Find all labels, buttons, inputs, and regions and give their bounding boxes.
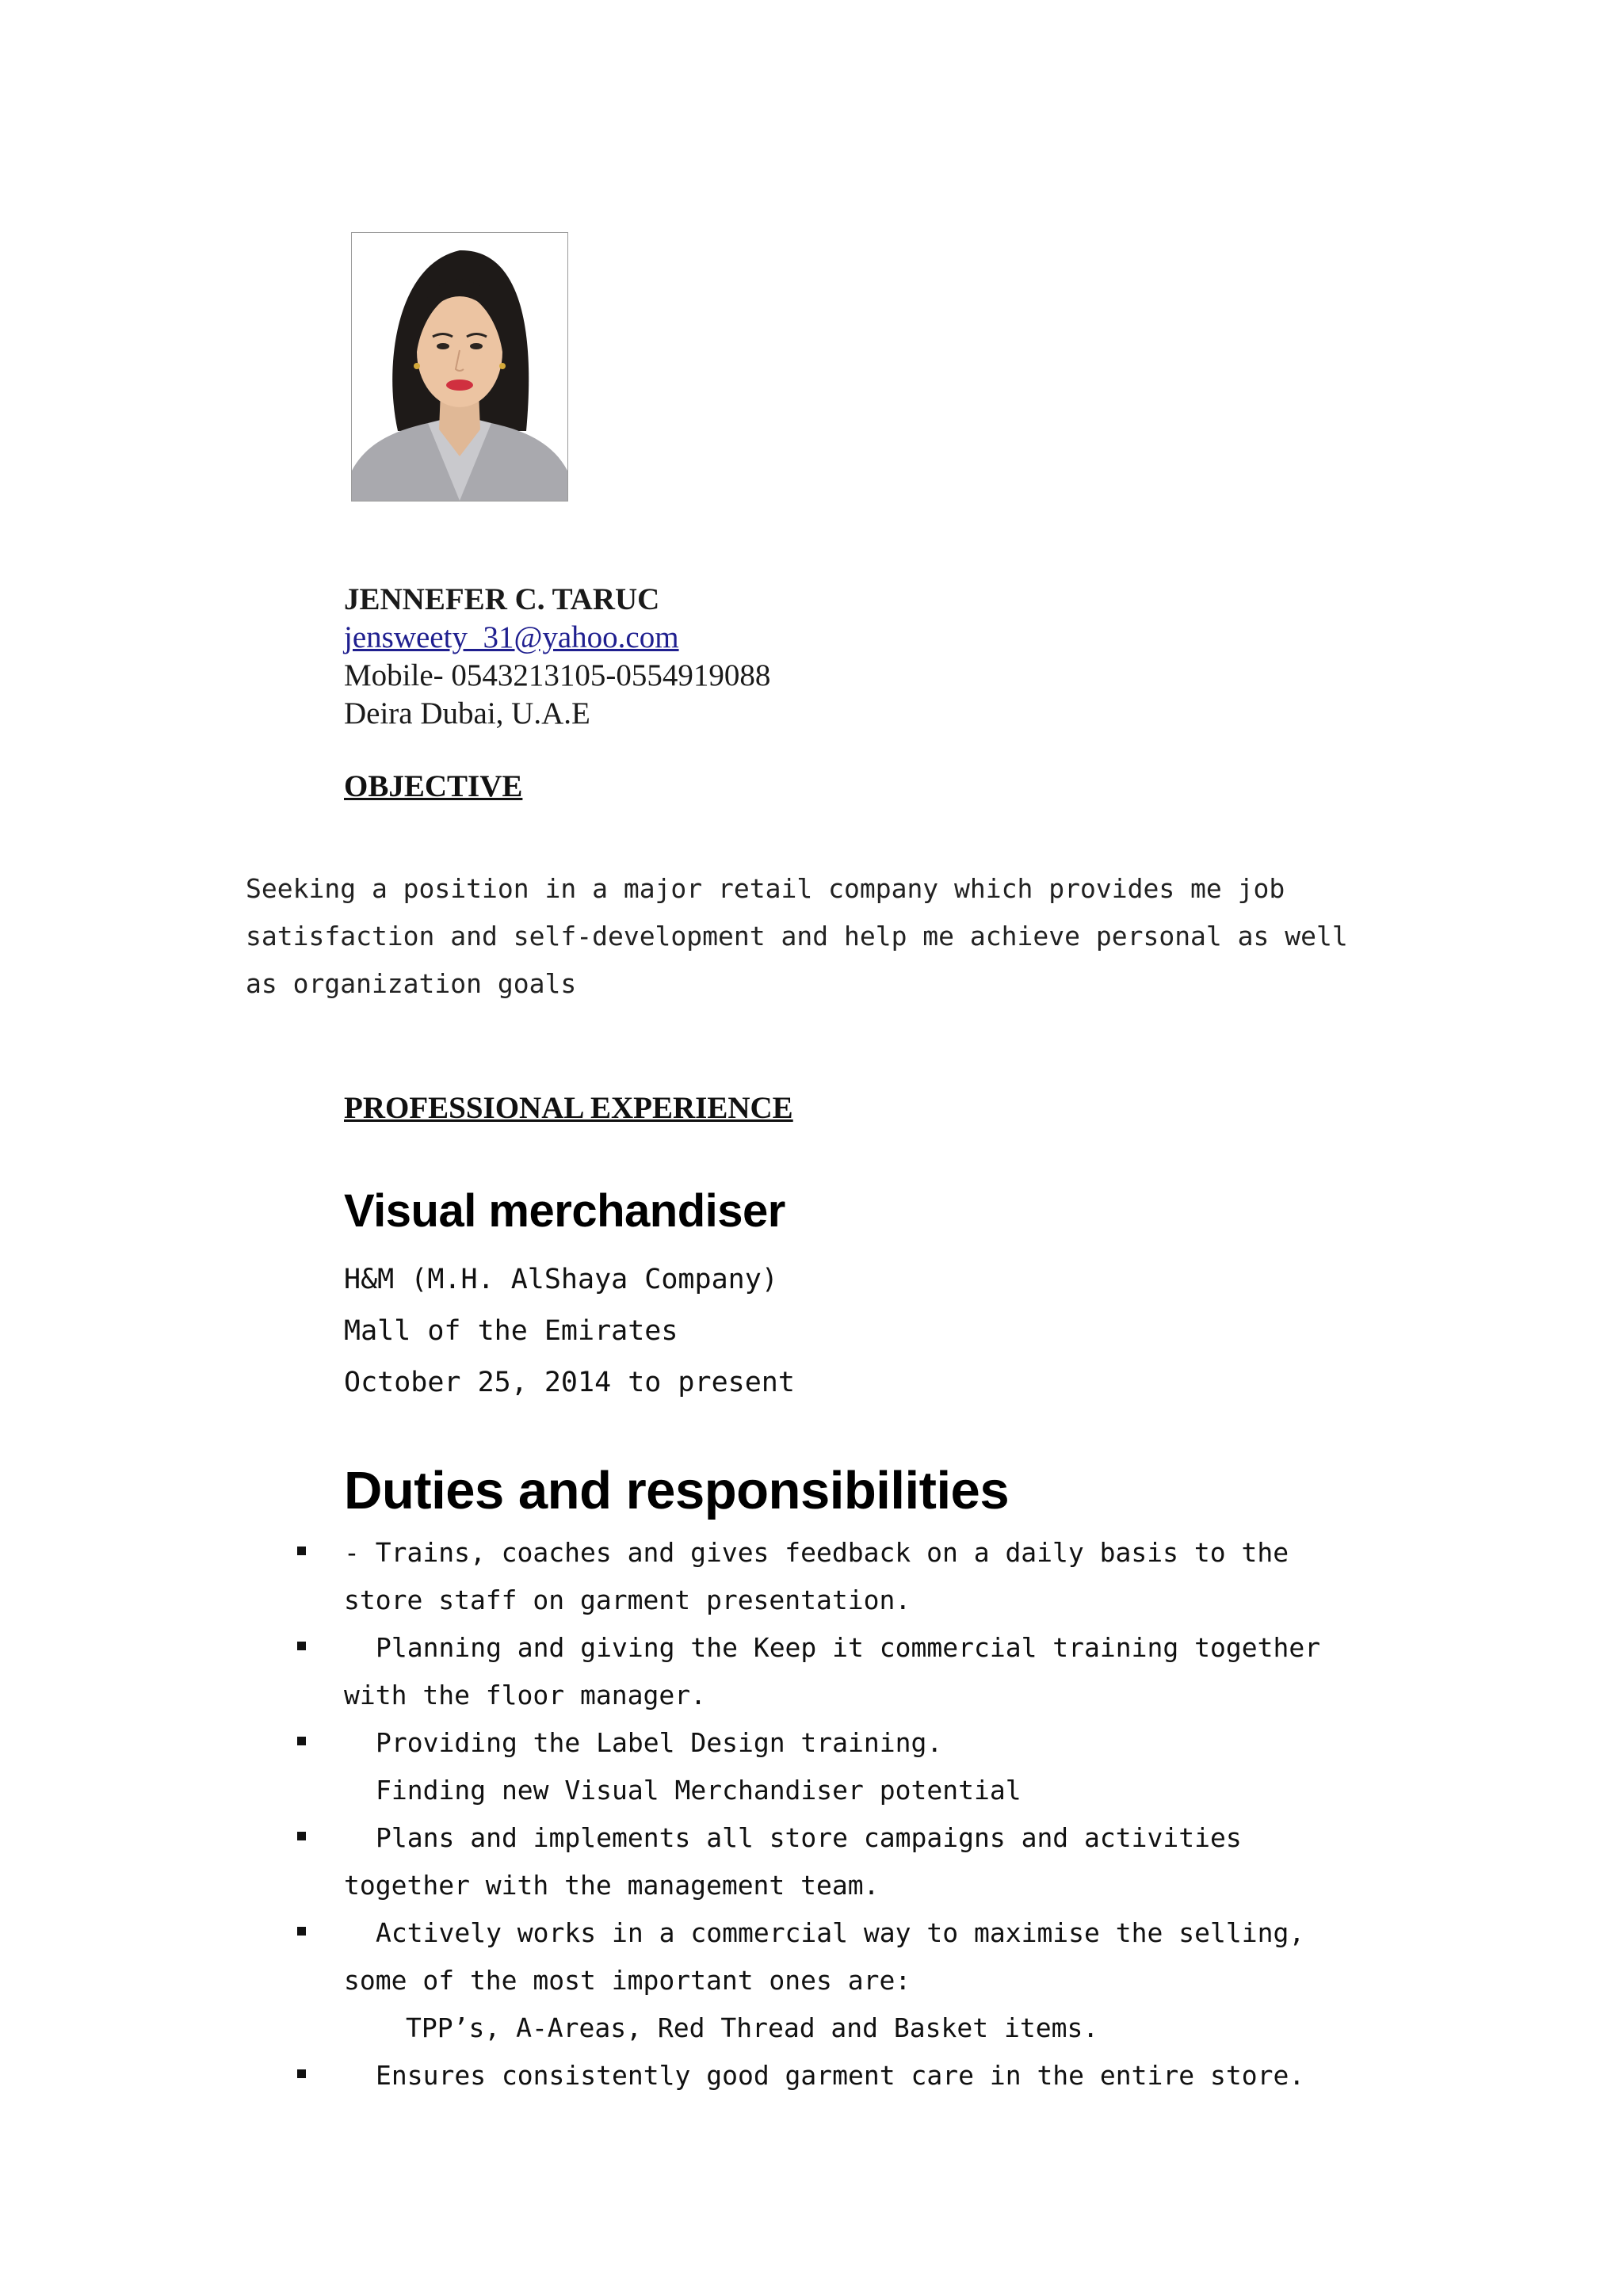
email-link[interactable]: jensweety_31@yahoo.com: [344, 620, 679, 654]
list-item: [292, 1529, 1401, 1624]
job-details: [344, 1254, 795, 1409]
candidate-name: JENNEFER C. TARUC: [344, 582, 660, 616]
duty-line: store staff on garment presentation.: [344, 1585, 911, 1615]
duty-line: some of the most important ones are:: [344, 1965, 911, 1996]
job-company: H&M (M.H. AlShaya Company): [344, 1264, 778, 1295]
objective-text: Seeking a position in a major retail company which provides me job satisfaction and self-development and help me achieve personal as well as organization goals: [246, 873, 1348, 999]
duty-line: with the floor manager.: [344, 1680, 706, 1711]
duty-line: together with the management team.: [344, 1870, 880, 1901]
duty-line: Providing the Label Design training.: [376, 1727, 943, 1758]
duty-line: - Trains, coaches and gives feedback on a daily basis to the: [344, 1537, 1289, 1568]
list-item: [292, 1909, 1401, 2052]
candidate-location: Deira Dubai, U.A.E: [344, 696, 590, 730]
experience-heading: PROFESSIONAL EXPERIENCE: [344, 1091, 793, 1125]
list-item: [292, 1719, 1401, 1814]
profile-photo: [351, 232, 568, 502]
duties-heading: Duties and responsibilities: [344, 1461, 1010, 1520]
duty-line: Plans and implements all store campaigns and activities: [376, 1822, 1242, 1853]
duty-line: TPP’s, A-Areas, Red Thread and Basket items.: [406, 2012, 1099, 2043]
bullet-icon: [297, 1737, 306, 1745]
contact-block: [344, 581, 770, 733]
duty-line: Ensures consistently good garment care in the entire store.: [376, 2060, 1305, 2091]
duty-line: Planning and giving the Keep it commercial training together: [376, 1632, 1321, 1663]
bullet-icon: [297, 2069, 306, 2078]
duty-line: Finding new Visual Merchandiser potential: [376, 1775, 1022, 1806]
bullet-icon: [297, 1547, 306, 1555]
portrait-illustration: [352, 233, 567, 501]
list-item: [292, 1814, 1401, 1909]
duty-line: Actively works in a commercial way to maximise the selling,: [376, 1917, 1305, 1948]
bullet-icon: [297, 1832, 306, 1840]
objective-heading: OBJECTIVE: [344, 769, 523, 803]
bullet-icon: [297, 1927, 306, 1936]
list-item: [292, 1624, 1401, 1719]
mobile-number: Mobile- 0543213105-0554919088: [344, 658, 771, 692]
job-period: October 25, 2014 to present: [344, 1367, 795, 1398]
list-item: [292, 2052, 1401, 2100]
job-title: Visual merchandiser: [344, 1185, 785, 1237]
job-location: Mall of the Emirates: [344, 1315, 678, 1347]
bullet-icon: [297, 1642, 306, 1650]
duties-list: [292, 1529, 1401, 2100]
